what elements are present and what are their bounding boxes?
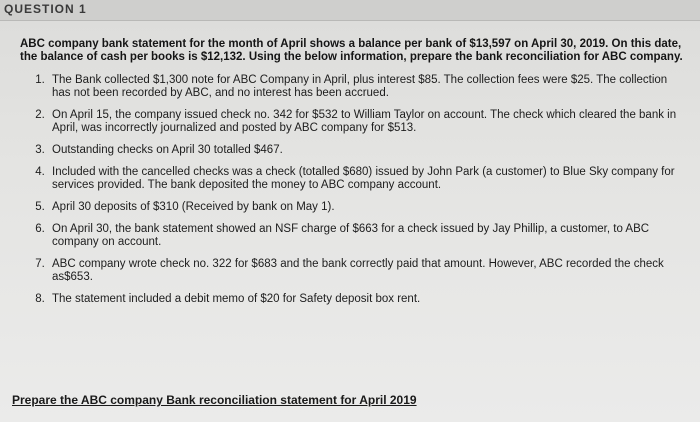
question-body [20, 38, 686, 315]
list-item: 6. On April 30, the bank statement showed an NSF charge of $663 for a check issued by Jay Phillip, a customer, to ABC company on account. [48, 223, 686, 249]
list-item: 1. The Bank collected $1,300 note for ABC Company in April, plus interest $85. The collection fees were $25. The collection has not been recorded by ABC, and no interest has been accrued. [48, 74, 686, 100]
information-list [20, 74, 686, 306]
question-label: QUESTION 1 [4, 2, 87, 16]
list-item: 7. ABC company wrote check no. 322 for $683 and the bank correctly paid that amount. However, ABC recorded the check as$653. [48, 258, 686, 284]
question-intro: ABC company bank statement for the month of April shows a balance per bank of $13,597 on April 30, 2019. On this date, the balance of cash per books is $12,132. Using the below information, prepare the bank reconciliation for ABC company. [20, 38, 683, 63]
list-item: 5. April 30 deposits of $310 (Received by bank on May 1). [48, 201, 686, 214]
question-header [0, 0, 700, 21]
list-item: 2. On April 15, the company issued check no. 342 for $532 to William Taylor on account. The check which cleared the bank in April, was incorrectly journalized and posted by ABC company for $513. [48, 109, 686, 135]
list-item: 8. The statement included a debit memo of $20 for Safety deposit box rent. [48, 293, 686, 306]
task-instruction: Prepare the ABC company Bank reconciliation statement for April 2019 [12, 393, 417, 407]
list-item: 4. Included with the cancelled checks was a check (totalled $680) issued by John Park (a customer) to Blue Sky company for services provided. The bank deposited the money to ABC company account. [48, 166, 686, 192]
list-item: 3. Outstanding checks on April 30 totalled $467. [48, 144, 686, 157]
